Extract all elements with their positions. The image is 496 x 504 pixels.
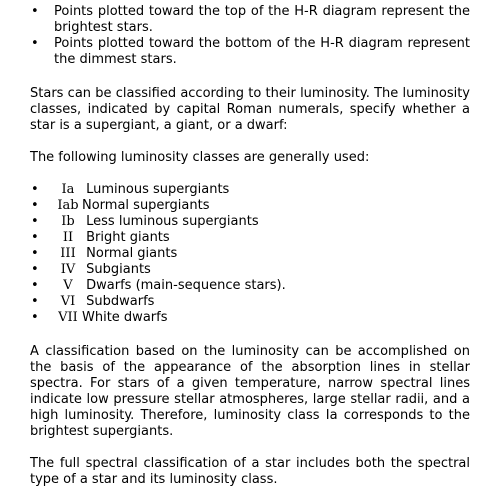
class-numeral: Ib [61, 214, 75, 229]
luminosity-class-item [30, 230, 470, 246]
absorption-lines-paragraph: A classification based on the luminosity can be accomplished on the basis of the appearance of the absorption lines in stellar spectra. For stars of a given temperature, narrow spectral lines indicate low pressure stellar atmospheres, large stellar radii, and a high luminosity. Therefore, luminosity class Ia corresponds to the brightest supergiants. [30, 344, 470, 439]
classification-paragraph: Stars can be classified according to their luminosity. The luminosity classes, indicated by capital Roman numerals, specify whether a star is a supergiant, a giant, or a dwarf: [30, 86, 470, 133]
class-numeral: Ia [61, 182, 75, 197]
luminosity-class-list [30, 182, 470, 326]
class-numeral: III [60, 246, 76, 261]
class-numeral: Iab [57, 198, 79, 213]
luminosity-class-item [30, 182, 470, 198]
luminosity-class-item [30, 214, 470, 230]
luminosity-class-item [30, 278, 470, 294]
luminosity-class-item [30, 262, 470, 278]
full-classification-paragraph: The full spectral classification of a star includes both the spectral type of a star and its luminosity class. [30, 456, 470, 487]
class-numeral: VI [60, 294, 76, 309]
class-description: Subdwarfs [86, 294, 155, 309]
luminosity-class-item [30, 246, 470, 262]
class-description: Bright giants [86, 230, 170, 245]
intro-bullet-list [30, 4, 470, 68]
class-description: Dwarfs (main-sequence stars). [86, 278, 286, 293]
class-numeral: IV [60, 262, 76, 277]
intro-bullet-bottom: • Points plotted toward the bottom of the H-R diagram represent the dimmest stars. [30, 36, 470, 68]
class-description: Luminous supergiants [86, 182, 230, 197]
class-description: Normal giants [86, 246, 178, 261]
class-description: Normal supergiants [82, 198, 210, 213]
class-description: White dwarfs [82, 310, 168, 325]
intro-bullet-top: • Points plotted toward the top of the H-R diagram represent the brightest stars. [30, 4, 470, 36]
luminosity-class-item [30, 310, 470, 326]
class-numeral: V [63, 278, 73, 293]
class-description: Less luminous supergiants [86, 214, 259, 229]
class-numeral: II [62, 230, 74, 245]
class-description: Subgiants [86, 262, 151, 277]
luminosity-class-item [30, 198, 470, 214]
classes-intro-paragraph: The following luminosity classes are generally used: [30, 150, 370, 165]
class-numeral: VII [58, 310, 78, 325]
luminosity-class-item [30, 294, 470, 310]
